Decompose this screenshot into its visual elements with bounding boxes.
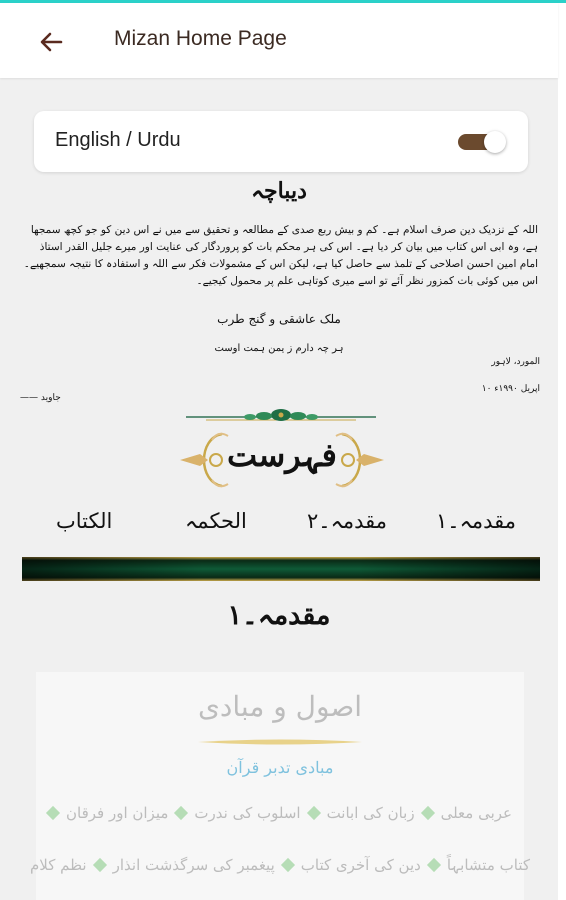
preface-signature-line: ملک عاشقی و گنج طرب	[217, 312, 341, 326]
arrow-left-icon	[34, 25, 68, 59]
diamond-icon	[46, 806, 60, 820]
diamond-icon	[427, 858, 441, 872]
section-banner	[22, 557, 540, 581]
diamond-icon	[281, 858, 295, 872]
toc-item-muqaddima-1[interactable]: مقدمہ۔۱	[436, 509, 517, 533]
toc-title: فہرست	[227, 436, 337, 474]
toc-item-muqaddima-2[interactable]: مقدمہ۔۲	[307, 509, 388, 533]
switch-knob	[484, 131, 506, 153]
topic-row-1	[36, 804, 524, 822]
topic-item[interactable]: پیغمبر کی سرگذشت انذار	[112, 856, 275, 874]
topic-item[interactable]: نظم کلام	[30, 856, 87, 874]
preface-author: —— جاوید	[20, 393, 61, 403]
topic-item[interactable]: عربی معلی	[440, 804, 513, 822]
diamond-icon	[174, 806, 188, 820]
topic-item[interactable]: میزان اور فرقان	[65, 804, 169, 822]
ornament-divider	[186, 404, 376, 428]
diamond-icon	[307, 806, 321, 820]
diamond-icon	[421, 806, 435, 820]
section-heading: مقدمہ۔۱	[227, 600, 331, 631]
language-toggle-switch[interactable]	[458, 131, 508, 153]
language-toggle-card	[34, 111, 528, 172]
panel-subtitle: مبادی تدبر قرآن	[226, 758, 334, 777]
preface-title: دیباچہ	[251, 178, 307, 204]
toc-item-al-kitab[interactable]: الکتاب	[56, 509, 113, 533]
panel-title: اصول و مبادی	[197, 690, 363, 723]
diamond-icon	[93, 858, 107, 872]
language-toggle-label: English / Urdu	[55, 129, 181, 151]
topic-item[interactable]: اسلوب کی ندرت	[194, 804, 301, 822]
topic-row-2	[30, 856, 530, 874]
back-button[interactable]	[34, 25, 68, 59]
scrollbar-gutter	[558, 3, 566, 900]
topic-item[interactable]: زبان کی ابانت	[326, 804, 415, 822]
app-bar	[0, 3, 558, 78]
page-title: Mizan Home Page	[114, 27, 287, 50]
preface-body: اللہ کے نزدیک دین صرف اسلام ہے۔ کم و بیش ربع صدی کے مطالعہ و تحقیق سے میں نے اس دین کو جو کچھ سمجھا ہے، وہ ابی اس کتاب میں بیان کر دیا ہے۔ اس کی ہر محکم بات کو پروردگار کی عنایت اور میرے جلیل القدر استاذ امام امین احسن اصلاحی کے تلمذ سے حاصل کیا ہے، لیکن اس کے مشمولات فکر سے اللہ و استفادہ کا نتیجہ سمجھیے۔ اس میں کوئی بات کمزور نظر آئے تو اسے میری کوتاہی علم پر محمول کیجیے۔	[23, 224, 538, 287]
topic-item[interactable]: دین کی آخری کتاب	[300, 856, 421, 874]
toc-item-al-hikmah[interactable]: الحکمہ	[185, 509, 247, 533]
preface-date: ۱۰ اپریل ۱۹۹۰ء	[481, 384, 540, 394]
panel-gold-rule	[198, 737, 362, 747]
section-content-panel	[30, 672, 530, 900]
preface-place: المورد، لاہور	[491, 357, 540, 367]
topic-item[interactable]: کتاب متشابہاً	[446, 856, 530, 874]
preface-signature-subline: ہر چہ دارم ز یمن ہمت اوست	[214, 343, 344, 354]
